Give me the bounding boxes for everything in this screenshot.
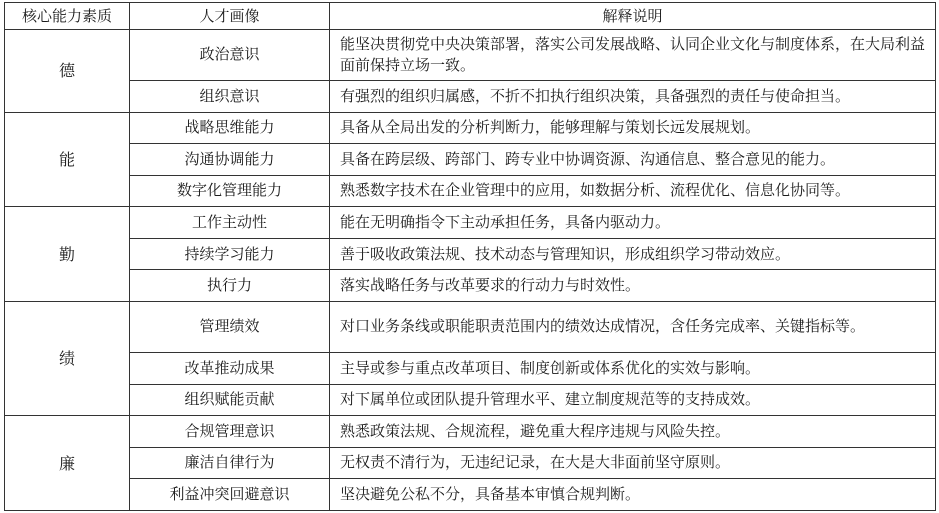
description-cell: 善于吸收政策法规、技术动态与管理知识，形成组织学习带动效应。 — [330, 238, 936, 270]
profile-cell: 政治意识 — [130, 30, 330, 81]
table-row — [5, 175, 936, 207]
description-cell: 主导或参与重点改革项目、制度创新或体系优化的实效与影响。 — [330, 352, 936, 384]
profile-cell: 持续学习能力 — [130, 238, 330, 270]
profile-cell: 工作主动性 — [130, 207, 330, 239]
profile-cell: 执行力 — [130, 270, 330, 302]
description-cell: 具备从全局出发的分析判断力，能够理解与策划长远发展规划。 — [330, 112, 936, 144]
header-core: 核心能力素质 — [5, 3, 130, 30]
profile-cell: 廉洁自律行为 — [130, 447, 330, 479]
core-cell: 勤 — [5, 207, 130, 302]
core-cell: 德 — [5, 30, 130, 113]
table-row — [5, 447, 936, 479]
core-cell: 能 — [5, 112, 130, 207]
core-cell: 绩 — [5, 302, 130, 416]
description-cell: 有强烈的组织归属感，不折不扣执行组织决策，具备强烈的责任与使命担当。 — [330, 80, 936, 112]
profile-cell: 数字化管理能力 — [130, 175, 330, 207]
profile-cell: 合规管理意识 — [130, 416, 330, 448]
table-row — [5, 384, 936, 416]
profile-cell: 管理绩效 — [130, 302, 330, 353]
profile-cell: 沟通协调能力 — [130, 144, 330, 176]
table-row — [5, 270, 936, 302]
table-row — [5, 144, 936, 176]
description-cell: 具备在跨层级、跨部门、跨专业中协调资源、沟通信息、整合意见的能力。 — [330, 144, 936, 176]
table-row — [5, 352, 936, 384]
description-cell: 能坚决贯彻党中央决策部署，落实公司发展战略、认同企业文化与制度体系，在大局利益面前保持立场一致。 — [330, 30, 936, 81]
table-row — [5, 80, 936, 112]
profile-cell: 战略思维能力 — [130, 112, 330, 144]
competency-table — [4, 2, 936, 511]
table-row — [5, 416, 936, 448]
description-cell: 对下属单位或团队提升管理水平、建立制度规范等的支持成效。 — [330, 384, 936, 416]
core-cell: 廉 — [5, 416, 130, 511]
description-cell: 坚决避免公私不分，具备基本审慎合规判断。 — [330, 479, 936, 511]
profile-cell: 利益冲突回避意识 — [130, 479, 330, 511]
profile-cell: 组织意识 — [130, 80, 330, 112]
table-row — [5, 479, 936, 511]
table-row — [5, 112, 936, 144]
table-row — [5, 30, 936, 81]
description-cell: 对口业务条线或职能职责范围内的绩效达成情况，含任务完成率、关键指标等。 — [330, 302, 936, 353]
description-cell: 落实战略任务与改革要求的行动力与时效性。 — [330, 270, 936, 302]
header-row — [5, 3, 936, 30]
profile-cell: 组织赋能贡献 — [130, 384, 330, 416]
header-description: 解释说明 — [330, 3, 936, 30]
description-cell: 熟悉政策法规、合规流程，避免重大程序违规与风险失控。 — [330, 416, 936, 448]
profile-cell: 改革推动成果 — [130, 352, 330, 384]
table-row — [5, 238, 936, 270]
description-cell: 熟悉数字技术在企业管理中的应用，如数据分析、流程优化、信息化协同等。 — [330, 175, 936, 207]
table-row — [5, 207, 936, 239]
description-cell: 能在无明确指令下主动承担任务，具备内驱动力。 — [330, 207, 936, 239]
table-row — [5, 302, 936, 353]
header-profile: 人才画像 — [130, 3, 330, 30]
description-cell: 无权责不清行为，无违纪记录，在大是大非面前坚守原则。 — [330, 447, 936, 479]
